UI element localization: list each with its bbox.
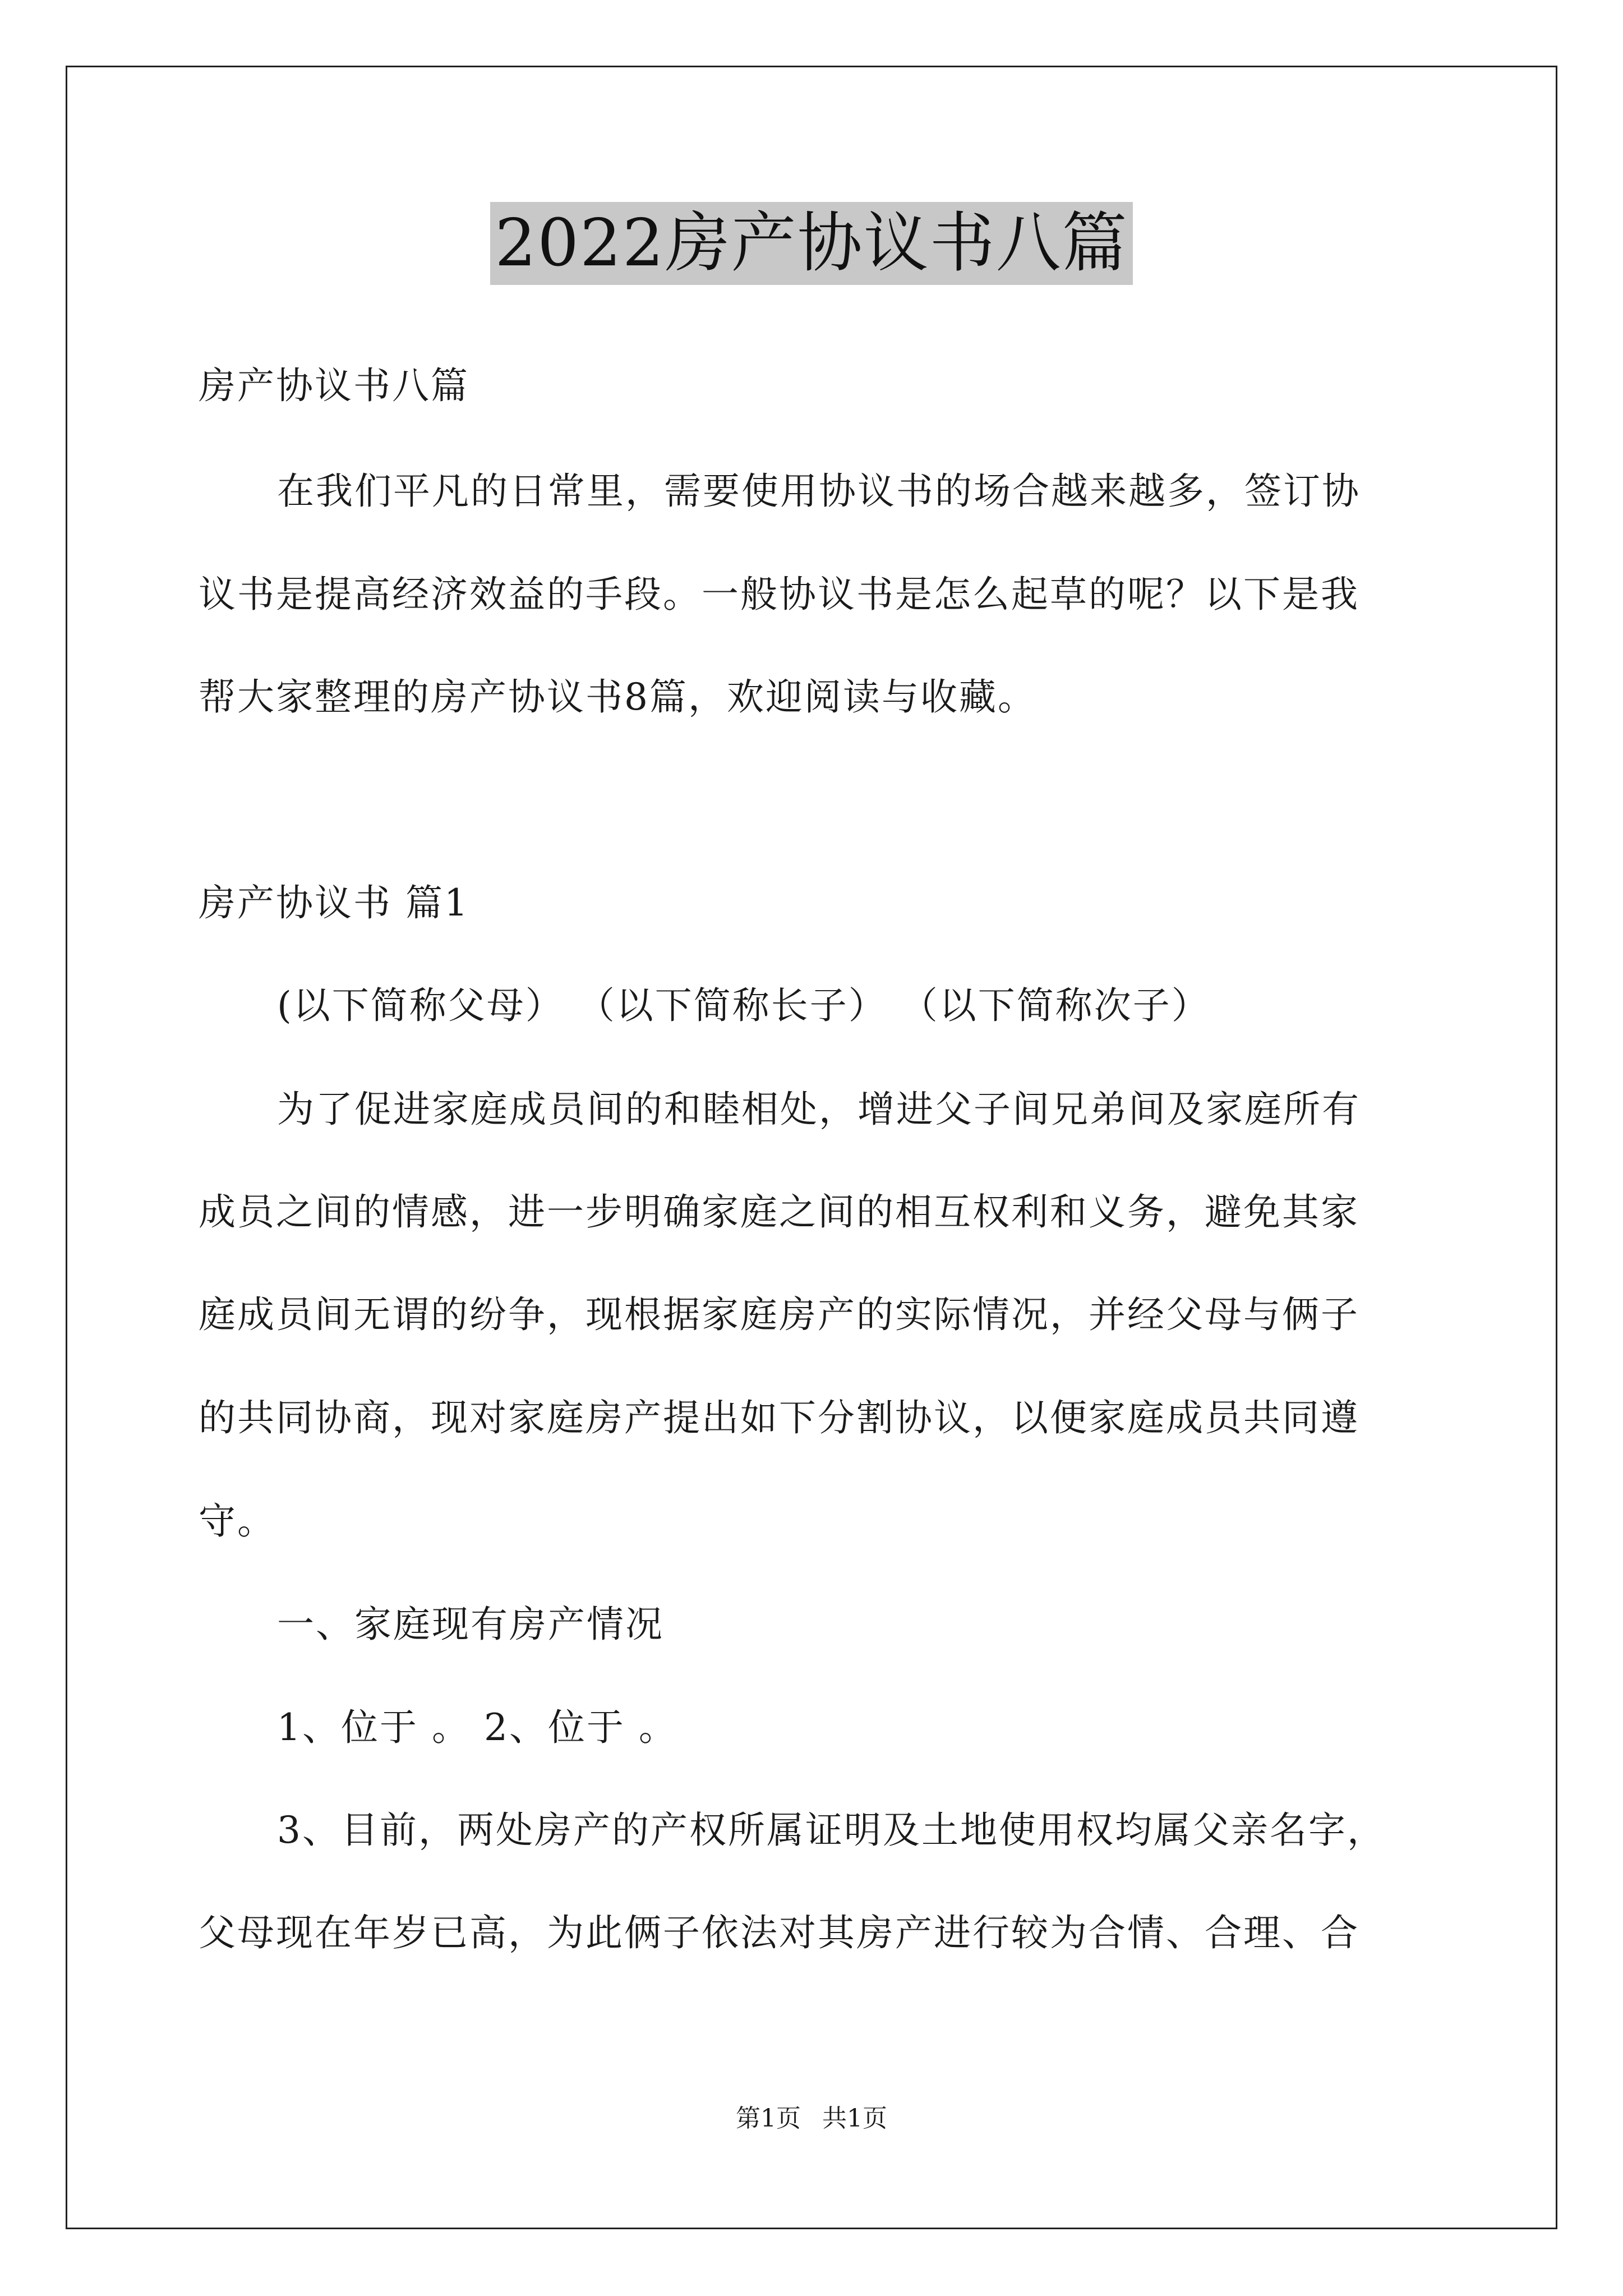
paragraph-line: 帮大家整理的房产协议书8篇，欢迎阅读与收藏。 <box>199 675 1036 719</box>
paragraph-line: 的共同协商，现对家庭房产提出如下分割协议，以便家庭成员共同遵 <box>199 1396 1359 1439</box>
paragraph-line: 一、家庭现有房产情况 <box>277 1603 664 1646</box>
paragraph-line: 庭成员间无谓的纷争，现根据家庭房产的实际情况，并经父母与俩子 <box>199 1293 1359 1336</box>
title-container <box>0 202 1623 285</box>
page-total: 共1页 <box>822 2104 887 2133</box>
page-number: 第1页 <box>736 2104 801 2133</box>
paragraph-line: 议书是提高经济效益的手段。一般协议书是怎么起草的呢？以下是我 <box>199 573 1359 616</box>
paragraph-line: 成员之间的情感，进一步明确家庭之间的相互权利和义务，避免其家 <box>199 1190 1359 1234</box>
paragraph-line: (以下简称父母） （以下简称长子） （以下简称次子） <box>277 984 1210 1027</box>
document-title: 2022房产协议书八篇 <box>490 202 1132 285</box>
paragraph-line: 3、目前，两处房产的产权所属证明及土地使用权均属父亲名字， <box>277 1809 1386 1852</box>
paragraph-line: 为了促进家庭成员间的和睦相处，增进父子间兄弟间及家庭所有 <box>277 1088 1361 1131</box>
paragraph-line: 1、位于 。 2、位于 。 <box>277 1706 677 1749</box>
section-heading: 房产协议书 篇1 <box>199 881 469 924</box>
paragraph-line: 在我们平凡的日常里，需要使用协议书的场合越来越多，签订协 <box>277 470 1361 513</box>
paragraph-line: 父母现在年岁已高，为此俩子依法对其房产进行较为合情、合理、合 <box>199 1911 1359 1954</box>
paragraph-line: 守。 <box>199 1499 276 1543</box>
page-footer <box>0 2098 1623 2134</box>
heading-line: 房产协议书八篇 <box>199 364 469 407</box>
